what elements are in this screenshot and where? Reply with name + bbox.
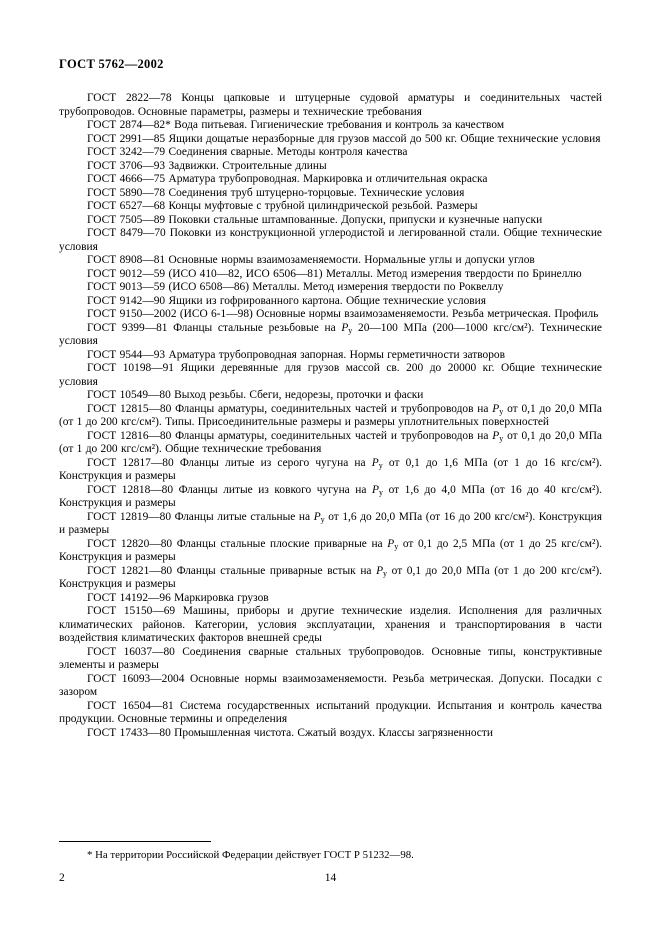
page-number: 2 (59, 872, 65, 884)
reference-entry: ГОСТ 2991—85 Ящики дощатые неразборные для грузов массой до 500 кг. Общие технические условия (87, 132, 601, 145)
reference-entry: ГОСТ 5890—78 Соединения труб штуцерно-торцовые. Технические условия (87, 186, 465, 199)
reference-entry: ГОСТ 15150—69 Машины, приборы и другие технические изделия. Исполнения для различных климатических районов. Категории, условия эксплуатации, хранения и транспортирования в части воздействия климатических факторов внешней среды (59, 605, 602, 644)
reference-entry: ГОСТ 2822—78 Концы цапковые и штуцерные судовой арматуры и соединительных частей трубопроводов. Основные параметры, размеры и технические требования (59, 92, 602, 118)
reference-entry: ГОСТ 8908—81 Основные нормы взаимозаменяемости. Нормальные углы и допуски углов (87, 254, 535, 266)
reference-entry: ГОСТ 9012—59 (ИСО 410—82, ИСО 6506—81) Металлы. Метод измерения твердости по Бринеллю (87, 267, 582, 280)
reference-entry: ГОСТ 16504—81 Система государственных испытаний продукции. Испытания и контроль качества продукции. Основные термины и определения (59, 699, 602, 725)
footnote: * На территории Российской Федерации действует ГОСТ Р 51232—98. (87, 849, 414, 861)
footnote-divider (59, 841, 211, 842)
references-list (59, 92, 602, 740)
reference-entry: ГОСТ 9544—93 Арматура трубопроводная запорная. Нормы герметичности затворов (87, 348, 505, 361)
reference-entry: ГОСТ 7505—89 Поковки стальные штампованные. Допуски, припуски и кузнечные напуски (87, 213, 543, 226)
reference-entry: ГОСТ 12819—80 Фланцы литые стальные на $Р_у$ от 1,6 до 20,0 МПа (от 16 до 200 кгс/см²). Конструкция и размеры (59, 510, 602, 536)
doc-code: ГОСТ 5762—2002 (59, 57, 164, 71)
reference-entry: ГОСТ 16093—2004 Основные нормы взаимозаменяемости. Резьба метрическая. Допуски. Посадки с зазором (59, 672, 602, 698)
page-content (59, 57, 602, 740)
reference-entry: ГОСТ 14192—96 Маркировка грузов (87, 591, 269, 604)
reference-entry: ГОСТ 8479—70 Поковки из конструкционной углеродистой и легированной стали. Общие технические условия (59, 227, 602, 253)
reference-entry: ГОСТ 4666—75 Арматура трубопроводная. Маркировка и отличительная окраска (87, 173, 488, 185)
reference-entry: ГОСТ 16037—80 Соединения сварные стальных трубопроводов. Основные типы, конструктивные элементы и размеры (59, 645, 602, 671)
reference-entry: ГОСТ 10549—80 Выход резьбы. Сбеги, недорезы, проточки и фаски (87, 389, 424, 401)
reference-entry: ГОСТ 17433—80 Промышленная чистота. Сжатый воздух. Классы загрязненности (87, 726, 493, 739)
sheet-number: 14 (324, 872, 337, 884)
reference-entry: ГОСТ 12818—80 Фланцы литые из ковкого чугуна на $Р_у$ от 1,6 до 4,0 МПа (от 16 до 40 кгс/см²). Конструкция и размеры (59, 483, 602, 509)
reference-entry: ГОСТ 2874—82* Вода питьевая. Гигиенические требования и контроль за качеством (87, 119, 505, 131)
reference-entry: ГОСТ 3242—79 Соединения сварные. Методы контроля качества (87, 146, 408, 158)
reference-entry: ГОСТ 10198—91 Ящики деревянные для грузов массой св. 200 до 20000 кг. Общие технические условия (59, 362, 602, 388)
reference-entry: ГОСТ 12821—80 Фланцы стальные приварные встык на $Р_у$ от 0,1 до 20,0 МПа (от 1 до 200 кгс/см²). Конструкция и размеры (59, 564, 602, 590)
reference-entry: ГОСТ 9013—59 (ИСО 6508—86) Металлы. Метод измерения твердости по Роквеллу (87, 281, 504, 293)
reference-entry: ГОСТ 9150—2002 (ИСО 6-1—98) Основные нормы взаимозаменяемости. Резьба метрическая. Профиль (87, 308, 599, 320)
reference-entry: ГОСТ 12820—80 Фланцы стальные плоские приварные на $Р_у$ от 0,1 до 2,5 МПа (от 1 до 25 кгс/см²). Конструкция и размеры (59, 537, 603, 563)
reference-entry: ГОСТ 3706—93 Задвижки. Строительные длины (87, 159, 327, 172)
reference-entry: ГОСТ 9142—90 Ящики из гофрированного картона. Общие технические условия (87, 294, 487, 307)
reference-entry: ГОСТ 12815—80 Фланцы арматуры, соединительных частей и трубопроводов на $Р_у$ от 0,1 до 20,0 МПа (от 1 до 200 кгс/см²). Типы. Присоединительные размеры и размеры уплотнительных поверхностей (59, 402, 602, 428)
reference-entry: ГОСТ 12817—80 Фланцы литые из серого чугуна на $Р_у$ от 0,1 до 1,6 МПа (от 1 до 16 кгс/см²). Конструкция и размеры (59, 456, 602, 482)
reference-entry: ГОСТ 9399—81 Фланцы стальные резьбовые на $Р_у$ 20—100 МПа (200—1000 кгс/см²). Технические условия (59, 321, 602, 347)
reference-entry: ГОСТ 12816—80 Фланцы арматуры, соединительных частей и трубопроводов на $Р_у$ от 0,1 до 20,0 МПа (от 1 до 200 кгс/см²). Общие технические требования (59, 429, 602, 455)
reference-entry: ГОСТ 6527—68 Концы муфтовые с трубной цилиндрической резьбой. Размеры (87, 200, 478, 212)
